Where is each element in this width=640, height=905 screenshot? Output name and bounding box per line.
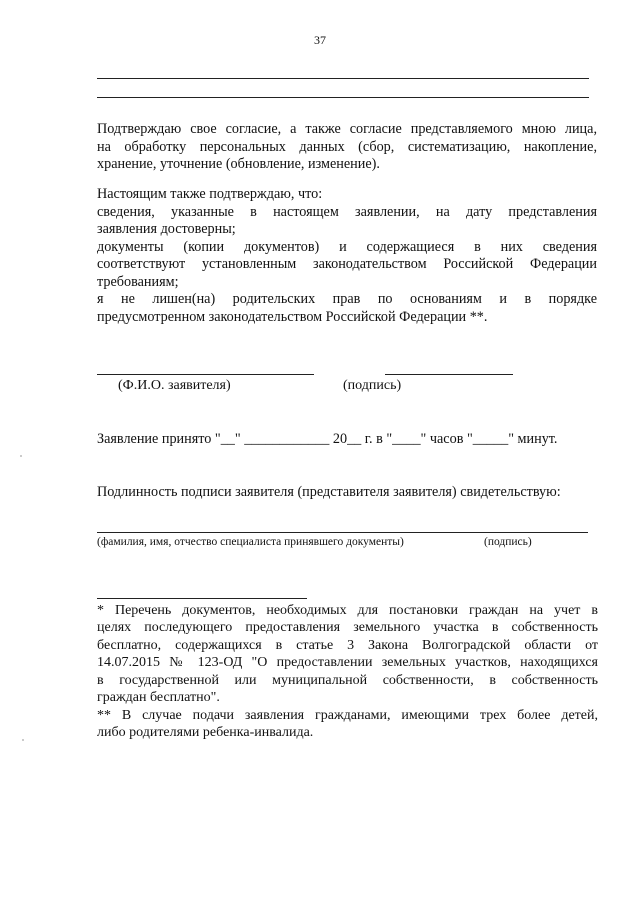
specialist-line bbox=[97, 532, 588, 533]
confirm-item-line: предусмотренном законодательством Российской Федерации **. bbox=[97, 308, 488, 325]
authenticity-text: Подлинность подписи заявителя (представителя заявителя) свидетельствую: bbox=[97, 484, 561, 500]
specialist-signature-label: (подпись) bbox=[484, 536, 532, 548]
confirm-item-line: заявления достоверны; bbox=[97, 221, 236, 237]
confirm-item-line: сведения, указанные в настоящем заявлении, на дату представления bbox=[97, 203, 597, 220]
fio-label: (Ф.И.О. заявителя) bbox=[118, 378, 231, 393]
fio-line bbox=[97, 374, 314, 375]
footnote-line: граждан бесплатно". bbox=[97, 690, 220, 706]
consent-paragraph bbox=[97, 121, 597, 174]
confirm-item-line: соответствуют установленным законодательством Российской Федерации bbox=[97, 256, 597, 272]
scan-speck bbox=[20, 455, 22, 457]
footnote-line: ** В случае подачи заявления гражданами, имеющими трех более детей, bbox=[97, 708, 598, 723]
footnote-1 bbox=[97, 602, 598, 706]
page-number: 37 bbox=[314, 33, 326, 47]
signature-line bbox=[385, 374, 513, 375]
confirm-block bbox=[97, 186, 597, 326]
confirm-intro: Настоящим также подтверждаю, что: bbox=[97, 186, 323, 202]
specialist-label: (фамилия, имя, отчество специалиста принявшего документы) bbox=[97, 536, 404, 548]
footnote-line: в государственной или муниципальной собственности, в собственность bbox=[97, 672, 598, 688]
confirm-item-line: требованиям; bbox=[97, 273, 179, 290]
footnote-line: либо родителями ребенка-инвалида. bbox=[97, 725, 314, 741]
confirm-item-line: документы (копии документов) и содержащиеся в них сведения bbox=[97, 238, 597, 255]
consent-line: на обработку персональных данных (сбор, систематизацию, накопление, bbox=[97, 138, 597, 155]
accepted-line: Заявление принято "__" ____________ 20__ г. в "____" часов "_____" минут. bbox=[97, 431, 558, 447]
confirm-item-line: я не лишен(на) родительских прав по основаниям и в порядке bbox=[97, 291, 597, 307]
footnote-line: 14.07.2015 № 123-ОД "О предоставлении земельных участков, находящихся bbox=[97, 655, 598, 671]
consent-line: хранение, уточнение (обновление, изменение). bbox=[97, 156, 380, 172]
footnote-2 bbox=[97, 707, 598, 742]
blank-line-1 bbox=[97, 78, 589, 79]
signature-label: (подпись) bbox=[343, 378, 402, 393]
blank-line-2 bbox=[97, 97, 589, 98]
consent-line: Подтверждаю свое согласие, а также согласие представляемого мною лица, bbox=[97, 121, 597, 137]
footnote-line: целях последующего предоставления земельного участка в собственность bbox=[97, 620, 598, 636]
footnote-separator bbox=[97, 598, 307, 599]
footnote-line: * Перечень документов, необходимых для постановки граждан на учет в bbox=[97, 603, 598, 618]
scan-speck bbox=[22, 739, 24, 741]
footnote-line: бесплатно, содержащихся в статье 3 Закона Волгоградской области от bbox=[97, 637, 598, 653]
